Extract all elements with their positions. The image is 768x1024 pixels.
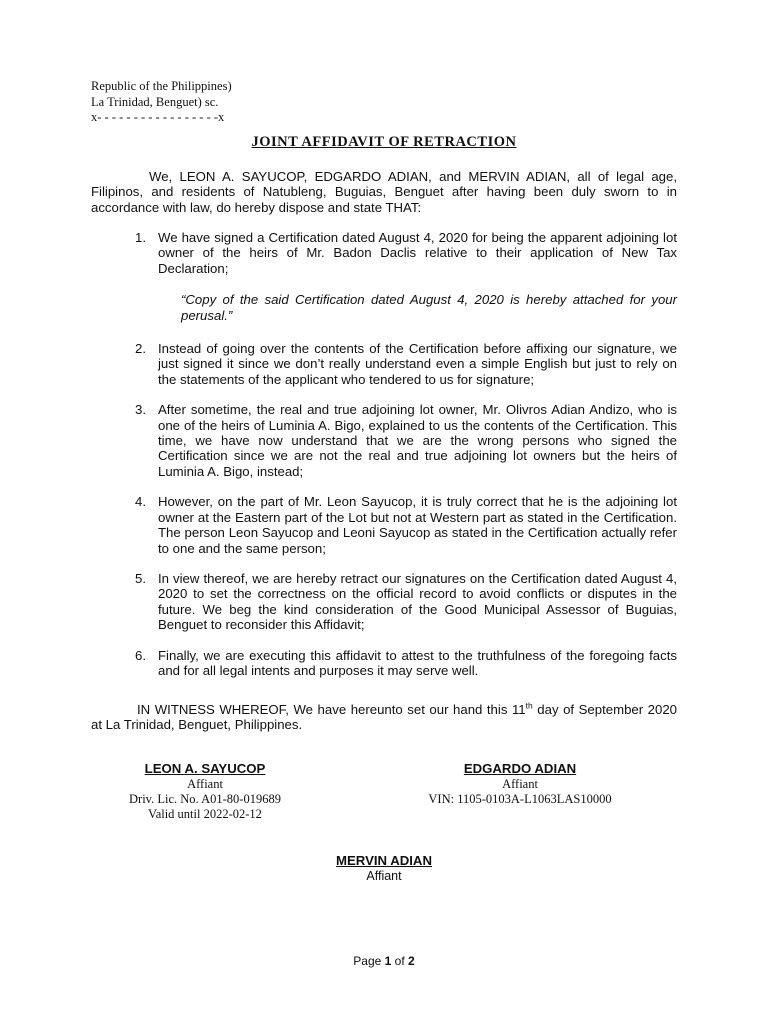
venue-line-3: x- - - - - - - - - - - - - - - - -x xyxy=(91,110,225,124)
item-number: 6. xyxy=(135,647,146,663)
item-number: 4. xyxy=(135,494,146,510)
current-page: 1 xyxy=(384,954,392,968)
venue-line-2: La Trinidad, Benguet) sc. xyxy=(91,94,219,109)
item-text: In view thereof, we are hereby retract our signatures on the Certification dated August 4, 2020 to set the correctness on the official record to avoid conflicts or disputes in the future. We beg the kind consideration of the Good Municipal Assessor of Buguias, Benguet to reconsider this Affidavit; xyxy=(158,570,677,633)
signatory-name: EDGARDO ADIAN xyxy=(463,761,577,776)
signatory-name: MERVIN ADIAN xyxy=(336,853,432,868)
item-text: Instead of going over the contents of the Certification before affixing our signature, we just signed it since we don’t really understand even a simple English but just to rely on the statements of the applicant who tendered to us for signature; xyxy=(158,341,677,387)
list-item xyxy=(135,494,677,556)
item-number: 2. xyxy=(135,341,146,357)
item-text: Finally, we are executing this affidavit to attest to the truthfulness of the foregoing facts and for all legal intents and purposes it may serve well. xyxy=(158,647,677,678)
list-item xyxy=(135,648,677,679)
signatory-mervin xyxy=(284,853,484,884)
total-pages: 2 xyxy=(408,954,415,968)
page-label: Page xyxy=(353,954,385,968)
signatory-validity: Valid until 2022-02-12 xyxy=(148,807,262,821)
signatory-name: LEON A. SAYUCOP xyxy=(144,761,266,776)
signatory-leon xyxy=(105,761,305,822)
list-item xyxy=(135,402,677,479)
signatory-vin: VIN: 1105-0103A-L1063LAS10000 xyxy=(428,792,612,806)
witness-text-end: day of September 2020 at La Trinidad, Benguet, Philippines. xyxy=(91,702,678,733)
page-of: of xyxy=(391,954,409,968)
venue-line-1: Republic of the Philippines) xyxy=(91,79,232,93)
item-text: We have signed a Certification dated August 4, 2020 for being the apparent adjoining lot owner of the heirs of Mr. Badon Daclis relative to their application of New Tax Declaration; xyxy=(158,230,677,276)
list-item xyxy=(135,341,677,387)
ordinal-suffix: th xyxy=(525,700,533,711)
attachment-note: “Copy of the said Certification dated August 4, 2020 is hereby attached for your perusal.” xyxy=(181,292,677,323)
item-number: 5. xyxy=(135,570,146,586)
witness-paragraph xyxy=(91,702,677,733)
item-number: 1. xyxy=(135,230,146,245)
page-number xyxy=(0,954,768,968)
item-number: 3. xyxy=(135,402,146,418)
document-title: JOINT AFFIDAVIT OF RETRACTION xyxy=(251,134,517,150)
signatory-role: Affiant xyxy=(502,777,538,791)
venue-block xyxy=(91,79,232,126)
signatory-edgardo xyxy=(395,761,645,807)
signatory-license: Driv. Lic. No. A01-80-019689 xyxy=(129,792,281,806)
item-text: However, on the part of Mr. Leon Sayucop, it is truly correct that he is the adjoining lot owner at the Eastern part of the Lot but not at Western part as stated in the Certification. The person Leon Sayucop and Leoni Sayucop as stated in the Certification actually refer to one and the same person; xyxy=(158,494,677,556)
statement-list xyxy=(135,230,677,678)
signatory-role: Affiant xyxy=(366,869,402,883)
witness-text-start: IN WITNESS WHEREOF, We have hereunto set our hand this 11 xyxy=(137,702,526,717)
signatory-role: Affiant xyxy=(187,777,223,791)
item-text: After sometime, the real and true adjoining lot owner, Mr. Olivros Adian Andizo, who is one of the heirs of Luminia A. Bigo, explained to us the contents of the Certification. This time, we have now understand that we are the wrong persons who signed the Certification since we are not the real and true adjoining lot owners but the heirs of Luminia A. Bigo, instead; xyxy=(158,402,677,479)
list-item xyxy=(135,230,677,323)
intro-paragraph: We, LEON A. SAYUCOP, EDGARDO ADIAN, and MERVIN ADIAN, all of legal age, Filipinos, and residents of Natubleng, Buguias, Benguet after having been duly sworn to in accordance with law, do hereby dispose and state THAT: xyxy=(91,169,677,215)
list-item xyxy=(135,571,677,633)
